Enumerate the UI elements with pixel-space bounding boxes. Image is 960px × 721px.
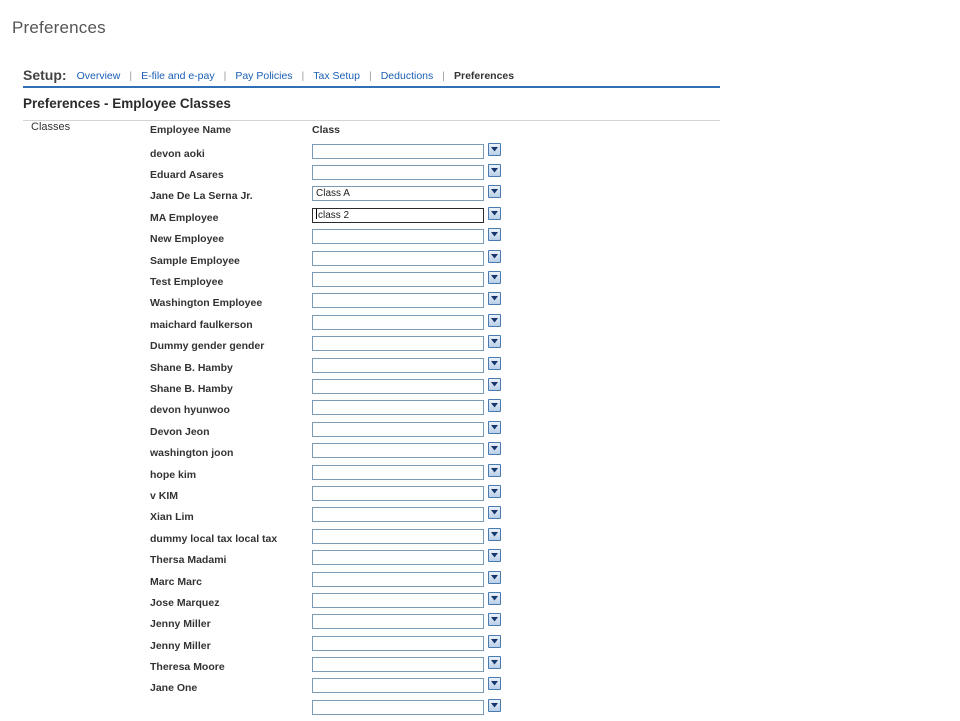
employee-name-cell: devon hyunwoo xyxy=(150,404,230,417)
page-title: Preferences xyxy=(12,18,106,37)
class-dropdown-value[interactable] xyxy=(312,507,484,522)
class-dropdown[interactable] xyxy=(312,700,498,715)
nav-separator: | xyxy=(301,70,305,82)
class-dropdown[interactable] xyxy=(312,486,498,501)
employee-name-cell: Marc Marc xyxy=(150,575,202,588)
chevron-down-icon[interactable] xyxy=(488,228,501,241)
class-dropdown-value[interactable] xyxy=(312,657,484,672)
nav-separator: | xyxy=(223,70,227,82)
employee-name-cell: Jane De La Serna Jr. xyxy=(150,190,253,203)
class-dropdown[interactable] xyxy=(312,251,498,266)
table-row xyxy=(150,250,550,271)
class-dropdown-value[interactable] xyxy=(312,529,484,544)
class-dropdown-value[interactable] xyxy=(312,251,484,266)
class-dropdown-text: Class A xyxy=(316,188,350,200)
employee-name-cell: MA Employee xyxy=(150,211,219,224)
class-dropdown-value[interactable] xyxy=(312,208,484,223)
nav-item-overview[interactable]: Overview xyxy=(76,70,121,82)
class-dropdown-value[interactable] xyxy=(312,550,484,565)
nav-item-tax-setup[interactable]: Tax Setup xyxy=(313,70,360,82)
class-dropdown[interactable] xyxy=(312,144,498,159)
class-cell xyxy=(312,293,550,314)
table-row xyxy=(150,143,550,164)
class-dropdown[interactable] xyxy=(312,208,498,223)
chevron-down-icon[interactable] xyxy=(488,635,501,648)
class-dropdown-value[interactable] xyxy=(312,315,484,330)
class-dropdown-value[interactable] xyxy=(312,700,484,715)
table-row xyxy=(150,614,550,635)
employee-name-cell: hope kim xyxy=(150,468,197,481)
chevron-down-icon[interactable] xyxy=(488,399,501,412)
class-dropdown-value[interactable] xyxy=(312,636,484,651)
table-row xyxy=(150,421,550,442)
class-dropdown-value[interactable] xyxy=(312,229,484,244)
employee-classes-table-wrap xyxy=(150,124,570,721)
chevron-down-icon[interactable] xyxy=(488,250,501,263)
chevron-down-icon[interactable] xyxy=(488,378,501,391)
class-dropdown-value[interactable] xyxy=(312,165,484,180)
nav-separator: | xyxy=(368,70,372,82)
class-dropdown[interactable] xyxy=(312,636,498,651)
employee-name-cell: Jose Marquez xyxy=(150,596,220,609)
chevron-down-icon[interactable] xyxy=(488,357,501,370)
chevron-down-icon[interactable] xyxy=(488,164,501,177)
class-cell xyxy=(312,507,550,528)
class-cell xyxy=(312,464,550,485)
class-dropdown[interactable] xyxy=(312,315,498,330)
table-row xyxy=(150,699,550,720)
class-dropdown[interactable] xyxy=(312,657,498,672)
class-dropdown[interactable] xyxy=(312,379,498,394)
chevron-down-icon[interactable] xyxy=(488,442,501,455)
employee-name-cell: Shane B. Hamby xyxy=(150,382,233,395)
employee-name-cell: Devon Jeon xyxy=(150,425,210,438)
setup-nav-links xyxy=(77,70,515,82)
nav-item-pay-policies[interactable]: Pay Policies xyxy=(235,70,293,82)
section-header xyxy=(23,95,720,121)
class-cell xyxy=(312,592,550,613)
class-cell xyxy=(312,400,550,421)
class-dropdown-value[interactable] xyxy=(312,678,484,693)
chevron-down-icon[interactable] xyxy=(488,292,501,305)
class-cell xyxy=(312,549,550,570)
chevron-down-icon[interactable] xyxy=(488,528,501,541)
employee-name-cell: Thersa Madami xyxy=(150,554,227,567)
class-dropdown-value[interactable] xyxy=(312,593,484,608)
nav-item-efile-and-epay[interactable]: E-file and e-pay xyxy=(141,70,215,82)
chevron-down-icon[interactable] xyxy=(488,207,501,220)
employee-name-cell: dummy local tax local tax xyxy=(150,532,278,545)
class-dropdown[interactable] xyxy=(312,572,498,587)
table-row xyxy=(150,656,550,677)
employee-name-cell: Theresa Moore xyxy=(150,661,225,674)
class-cell xyxy=(312,143,550,164)
table-body xyxy=(150,143,550,721)
section-header-title: Preferences - Employee Classes xyxy=(23,96,231,111)
class-dropdown[interactable] xyxy=(312,678,498,693)
chevron-down-icon[interactable] xyxy=(488,506,501,519)
class-cell xyxy=(312,186,550,207)
table-row xyxy=(150,549,550,570)
class-dropdown[interactable] xyxy=(312,422,498,437)
table-row xyxy=(150,464,550,485)
table-header-row xyxy=(150,124,550,143)
class-dropdown[interactable] xyxy=(312,358,498,373)
table-row xyxy=(150,357,550,378)
chevron-down-icon[interactable] xyxy=(488,314,501,327)
chevron-down-icon[interactable] xyxy=(488,421,501,434)
class-dropdown[interactable] xyxy=(312,293,498,308)
column-header-class: Class xyxy=(312,124,341,136)
class-cell xyxy=(312,250,550,271)
class-dropdown[interactable] xyxy=(312,507,498,522)
class-dropdown-value[interactable] xyxy=(312,572,484,587)
chevron-down-icon[interactable] xyxy=(488,185,501,198)
table-row xyxy=(150,207,550,228)
employee-name-cell: Test Employee xyxy=(150,276,224,289)
class-dropdown[interactable] xyxy=(312,336,498,351)
chevron-down-icon[interactable] xyxy=(488,613,501,626)
class-cell xyxy=(312,635,550,656)
class-cell xyxy=(312,699,550,720)
class-cell xyxy=(312,229,550,250)
class-cell xyxy=(312,357,550,378)
chevron-down-icon[interactable] xyxy=(488,677,501,690)
class-cell xyxy=(312,421,550,442)
table-row xyxy=(150,442,550,463)
chevron-down-icon[interactable] xyxy=(488,485,501,498)
employee-name-cell: Jenny Miller xyxy=(150,639,211,652)
table-row xyxy=(150,571,550,592)
class-cell xyxy=(312,678,550,699)
employee-name-cell: devon aoki xyxy=(150,147,205,160)
employee-name-cell: Shane B. Hamby xyxy=(150,361,233,374)
class-dropdown[interactable] xyxy=(312,165,498,180)
employee-name-cell: Eduard Asares xyxy=(150,169,224,182)
employee-name-cell: Sample Employee xyxy=(150,254,240,267)
chevron-down-icon[interactable] xyxy=(488,335,501,348)
chevron-down-icon[interactable] xyxy=(488,464,501,477)
class-dropdown[interactable] xyxy=(312,443,498,458)
class-cell xyxy=(312,571,550,592)
column-header-employee-name: Employee Name xyxy=(150,124,232,136)
class-dropdown[interactable] xyxy=(312,529,498,544)
class-cell xyxy=(312,378,550,399)
class-cell xyxy=(312,207,550,228)
table-row xyxy=(150,528,550,549)
class-dropdown[interactable] xyxy=(312,614,498,629)
employee-classes-table xyxy=(150,124,550,721)
nav-item-preferences-active[interactable]: Preferences xyxy=(453,70,515,82)
employee-name-cell: New Employee xyxy=(150,233,225,246)
class-dropdown-value[interactable] xyxy=(312,336,484,351)
setup-nav-bar xyxy=(23,64,720,88)
employee-name-cell: maichard faulkerson xyxy=(150,318,253,331)
chevron-down-icon[interactable] xyxy=(488,571,501,584)
employee-name-cell: Jane One xyxy=(150,682,198,695)
table-row xyxy=(150,186,550,207)
employee-name-cell: Jenny Miller xyxy=(150,618,211,631)
table-row xyxy=(150,507,550,528)
class-dropdown[interactable] xyxy=(312,272,498,287)
table-row xyxy=(150,229,550,250)
class-dropdown-value[interactable] xyxy=(312,379,484,394)
employee-name-cell: Dummy gender gender xyxy=(150,340,265,353)
class-dropdown-value[interactable] xyxy=(312,293,484,308)
class-dropdown-value[interactable] xyxy=(312,186,484,201)
class-dropdown[interactable] xyxy=(312,465,498,480)
employee-name-cell: Xian Lim xyxy=(150,511,194,524)
chevron-down-icon[interactable] xyxy=(488,271,501,284)
class-dropdown-value[interactable] xyxy=(312,465,484,480)
class-dropdown-value[interactable] xyxy=(312,358,484,373)
table-row xyxy=(150,164,550,185)
class-dropdown[interactable] xyxy=(312,550,498,565)
chevron-down-icon[interactable] xyxy=(488,592,501,605)
chevron-down-icon[interactable] xyxy=(488,656,501,669)
text-caret xyxy=(316,209,317,219)
table-row xyxy=(150,400,550,421)
class-dropdown-value[interactable] xyxy=(312,443,484,458)
class-dropdown-value[interactable] xyxy=(312,144,484,159)
table-row xyxy=(150,293,550,314)
class-cell xyxy=(312,614,550,635)
employee-name-cell: Washington Employee xyxy=(150,297,263,310)
class-cell xyxy=(312,528,550,549)
nav-separator: | xyxy=(442,70,445,82)
classes-group-label: Classes xyxy=(31,121,71,133)
chevron-down-icon[interactable] xyxy=(488,699,501,712)
class-dropdown[interactable] xyxy=(312,593,498,608)
table-row xyxy=(150,485,550,506)
class-cell xyxy=(312,656,550,677)
table-row xyxy=(150,336,550,357)
setup-label: Setup: xyxy=(23,67,67,83)
class-dropdown-value[interactable] xyxy=(312,486,484,501)
class-dropdown-value[interactable] xyxy=(312,422,484,437)
class-dropdown-value[interactable] xyxy=(312,614,484,629)
class-dropdown[interactable] xyxy=(312,229,498,244)
class-cell xyxy=(312,271,550,292)
employee-name-cell xyxy=(150,699,312,720)
class-dropdown-text: class 2 xyxy=(318,209,350,221)
chevron-down-icon[interactable] xyxy=(488,143,501,156)
table-row xyxy=(150,271,550,292)
chevron-down-icon[interactable] xyxy=(488,549,501,562)
table-row xyxy=(150,592,550,613)
class-cell xyxy=(312,336,550,357)
class-dropdown[interactable] xyxy=(312,186,498,201)
class-cell xyxy=(312,485,550,506)
table-row xyxy=(150,378,550,399)
class-dropdown-value[interactable] xyxy=(312,272,484,287)
table-row xyxy=(150,678,550,699)
class-cell xyxy=(312,314,550,335)
class-cell xyxy=(312,442,550,463)
class-dropdown-value[interactable] xyxy=(312,400,484,415)
class-cell xyxy=(312,164,550,185)
employee-name-cell: v KIM xyxy=(150,489,179,502)
nav-separator: | xyxy=(129,70,133,82)
table-row xyxy=(150,314,550,335)
nav-item-deductions[interactable]: Deductions xyxy=(380,70,434,82)
employee-name-cell: washington joon xyxy=(150,447,234,460)
table-row xyxy=(150,635,550,656)
class-dropdown[interactable] xyxy=(312,400,498,415)
